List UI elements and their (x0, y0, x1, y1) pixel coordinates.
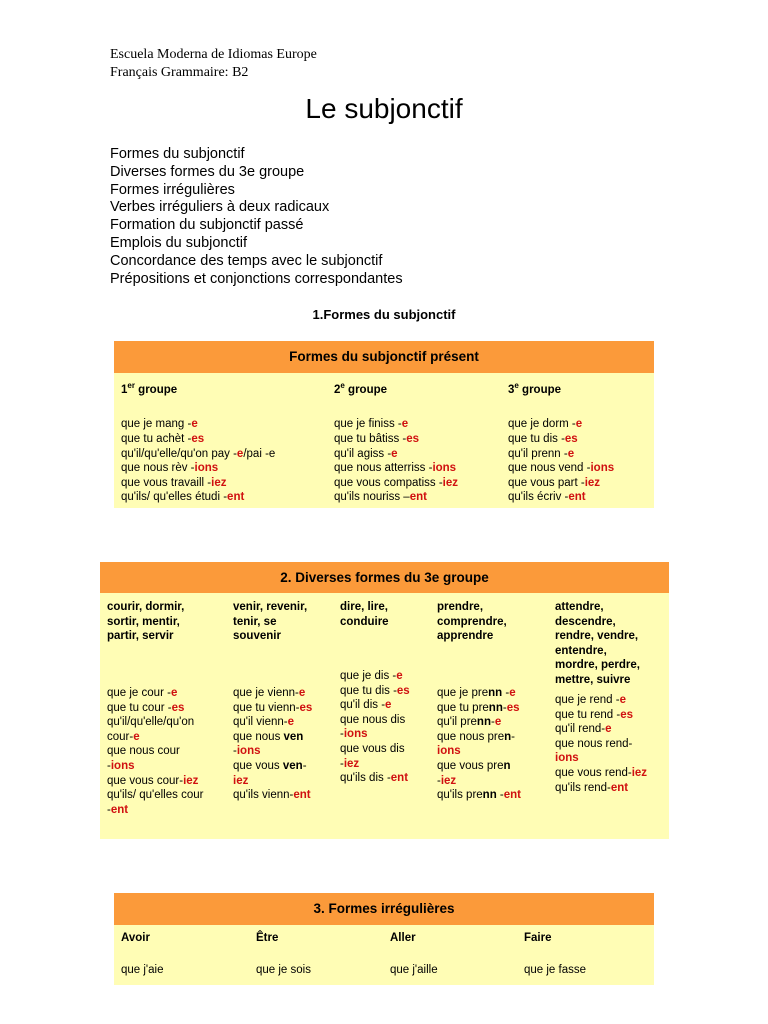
verb-stem: qu'ils écriv - (508, 491, 569, 504)
irregular-table-header: 3. Formes irrégulières (114, 893, 654, 925)
verb-text: que vous cour- (107, 774, 184, 787)
verb-list-line: courir, dormir, (107, 601, 185, 613)
conjugation-line (107, 759, 203, 774)
verb-group-heading (340, 600, 389, 629)
verb-list-line: conduire (340, 615, 389, 628)
ending: e (509, 687, 516, 699)
page-title: Le subjonctif (305, 93, 463, 124)
conjugation-line (107, 701, 203, 716)
conjugation-line (555, 708, 647, 723)
verb-text: - (340, 757, 344, 770)
verb-text: que tu dis - (340, 684, 397, 697)
conjugation-line (340, 698, 410, 713)
verb-heading: Aller (390, 932, 416, 944)
conjugation-line (107, 744, 203, 759)
attendre-column (555, 600, 648, 794)
avoir-column (121, 931, 163, 977)
verb-list-line: mettre, suivre (555, 673, 631, 686)
verb-text: qu'ils vienn- (233, 789, 294, 802)
verb-stem: que je mang - (121, 418, 192, 431)
conjugation-line (437, 774, 521, 789)
ending: ent (110, 803, 129, 816)
ending: es (171, 701, 185, 714)
school-header (110, 46, 317, 82)
courir-column (107, 600, 204, 816)
aller-column (390, 931, 438, 977)
ending: iez (343, 757, 360, 770)
verb-heading: Être (256, 932, 279, 944)
conjugation-line (121, 490, 275, 505)
verb-text: - (107, 803, 111, 816)
verb-text: - (340, 728, 344, 741)
verb-text: qu'il vienn- (233, 716, 288, 729)
verb-text: que nous (233, 730, 284, 743)
verb-text: qu'il rend- (555, 723, 606, 736)
verb-list-line: mordre, perdre, (555, 659, 640, 672)
verb-list-line: comprendre, (437, 615, 507, 628)
conjugation-line (334, 447, 458, 462)
faire-column (524, 931, 586, 977)
ending: ions (110, 759, 135, 772)
conjugation-line (508, 447, 614, 462)
group-ordinal: er (127, 381, 135, 390)
verb-stem: qu'il/qu'elle/qu'on pay - (121, 447, 237, 460)
verb-stem: que nous vend - (508, 462, 591, 475)
stem-change: nn (488, 687, 503, 699)
ending: e (396, 670, 403, 682)
verb-text: - (302, 759, 307, 772)
verb-stem: que vous compatiss - (334, 476, 443, 489)
verb-list-line: dire, lire, (340, 601, 388, 613)
ending: ent (610, 781, 629, 794)
group-heading (121, 379, 275, 397)
verb-stem: qu'il prenn - (508, 447, 568, 460)
prendre-column (437, 600, 522, 802)
verb-text: que nous pre (437, 730, 505, 743)
ending: e (298, 687, 306, 699)
irregular-forms-table (114, 893, 654, 985)
conjugation-line (121, 476, 275, 491)
verb-stem: qu'ils nouriss – (334, 491, 410, 504)
conjugation-line (121, 432, 275, 447)
etre-column (256, 931, 311, 977)
conjugation-line: que j'aille (390, 963, 438, 976)
conjugation-line (508, 461, 614, 476)
verb-stem: qu'il agiss - (334, 447, 392, 460)
verb-text: - (437, 774, 441, 787)
ending: e (133, 730, 140, 743)
ending: ent (409, 491, 427, 504)
table-of-contents (110, 146, 403, 288)
ending: iez (233, 774, 249, 787)
ending: ent (390, 772, 409, 785)
ending: iez (442, 476, 459, 489)
group-label: groupe (134, 383, 178, 396)
dire-column (340, 600, 410, 785)
conjugation-line (233, 686, 312, 701)
verb-stem: que tu achèt - (121, 433, 192, 446)
verb-list-line: descendre, (555, 615, 616, 628)
group3-column (508, 379, 614, 505)
verb-stem: que tu dis - (508, 433, 565, 446)
ending: e (619, 694, 626, 706)
verb-text: que vous dis (340, 742, 405, 755)
verb-text: que nous cour (107, 745, 180, 758)
conjugation-line (555, 722, 647, 737)
ending: ions (432, 462, 457, 475)
ending: ions (194, 462, 219, 475)
conjugation-line (340, 727, 410, 742)
verb-text: que je pre (437, 687, 489, 699)
ending: es (299, 701, 313, 714)
verb-text: - (107, 759, 111, 772)
conjugation-line (334, 476, 458, 491)
verb-text: cour- (107, 730, 134, 743)
present-forms-table-header: Formes du subjonctif présent (114, 341, 654, 373)
verb-text: - (490, 716, 495, 729)
stem-change: ven (282, 759, 303, 772)
conjugation-line (437, 788, 521, 803)
present-forms-table (114, 341, 654, 508)
verb-text: que tu rend - (555, 708, 621, 721)
group-label: groupe (344, 383, 388, 396)
verb-text: qu'il/qu'elle/qu'on (107, 716, 195, 729)
ending: e (236, 447, 244, 460)
verb-text: qu'ils rend- (555, 781, 611, 794)
conjugation-line (340, 742, 410, 757)
verb-stem: que nous rèv - (121, 462, 195, 475)
ending: ent (503, 789, 522, 802)
course-name: Français Grammaire: B2 (110, 65, 249, 80)
stem-change: nn (476, 716, 491, 729)
conjugation-line (437, 730, 521, 745)
verb-group-heading (107, 600, 184, 644)
group-label: groupe (518, 383, 562, 396)
conjugation-line (508, 490, 614, 505)
conjugation-line (107, 686, 203, 701)
ending: e (401, 418, 409, 431)
verb-text: que tu cour - (107, 701, 172, 714)
ending: ions (437, 745, 461, 758)
group-heading (508, 379, 614, 397)
toc-item[interactable]: Prépositions et conjonctions correspondantes (110, 270, 403, 287)
verb-text: que nous dis (340, 713, 406, 726)
group-number: 3 (508, 383, 515, 396)
venir-column (233, 600, 313, 802)
conjugation-line (340, 771, 410, 786)
ending: iez (183, 774, 199, 787)
toc-item[interactable]: Diverses formes du 3e groupe (110, 163, 305, 180)
toc-item[interactable]: Concordance des temps avec le subjonctif (110, 252, 383, 269)
verb-text: - (511, 730, 516, 743)
third-group-forms-table (100, 562, 669, 839)
ending: es (396, 684, 410, 697)
verb-text: que vous rend- (555, 766, 632, 779)
verb-text: qu'ils/ qu'elles cour (107, 789, 204, 802)
verb-text: - (496, 789, 504, 802)
conjugation-line (555, 781, 647, 796)
verb-text: qu'il dis - (340, 699, 386, 712)
ending: ions (343, 728, 368, 741)
verb-text: que je dis - (340, 670, 397, 682)
conjugation-line (334, 490, 458, 505)
verb-list-line: apprendre (437, 630, 494, 643)
verb-list-line: sortir, mentir, (107, 615, 180, 628)
conjugation-line (107, 803, 203, 818)
conjugation-line (121, 447, 275, 462)
conjugation-line: que j'aie (121, 963, 164, 976)
stem-change: n (503, 759, 511, 772)
ending: es (406, 433, 420, 446)
conjugation-line (437, 759, 521, 774)
ending: e (494, 716, 502, 729)
school-name: Escuela Moderna de Idiomas Europe (110, 47, 317, 62)
conjugation-line (340, 669, 410, 684)
conjugation-line (233, 715, 312, 730)
ending: e (391, 447, 398, 460)
conjugation-line (233, 788, 312, 803)
verb-stem: que vous part - (508, 476, 585, 489)
ending: iez (631, 766, 648, 779)
conjugation-line (107, 730, 203, 745)
third-group-table-header: 2. Diverses formes du 3e groupe (100, 562, 669, 593)
conjugation-line (508, 417, 614, 432)
stem-change: nn (482, 789, 497, 802)
verb-text: - (502, 687, 510, 699)
verb-stem: que je dorm - (508, 418, 576, 431)
group-number: 2 (334, 383, 341, 396)
ending: e (575, 418, 583, 431)
toc-item[interactable]: Verbes irréguliers à deux radicaux (110, 199, 330, 216)
verb-group-heading (555, 600, 640, 688)
ending: ions (555, 752, 579, 765)
section1-title: 1.Formes du subjonctif (312, 307, 456, 322)
verb-group-heading (233, 600, 307, 644)
conjugation-line: que je sois (256, 963, 311, 976)
toc-item[interactable]: Formation du subjonctif passé (110, 217, 304, 234)
verb-text: que vous (233, 759, 283, 772)
alt-form: /pai -e (243, 447, 276, 460)
verb-text: que tu pre (437, 701, 489, 714)
verb-stem: que vous travaill - (121, 476, 212, 489)
verb-stem: que je finiss - (334, 418, 402, 431)
conjugation-line (233, 774, 312, 789)
conjugation-line (508, 476, 614, 491)
verb-text: que nous rend- (555, 737, 633, 750)
conjugation-line (334, 417, 458, 432)
ending: iez (211, 476, 227, 489)
conjugation-line (121, 417, 275, 432)
verb-heading: Avoir (121, 932, 150, 944)
conjugation-line (233, 730, 312, 745)
verb-list-line: partir, servir (107, 630, 174, 643)
conjugation-line (107, 715, 203, 730)
conjugation-line: que je fasse (524, 963, 587, 976)
stem-change: n (504, 730, 512, 743)
group1-column (121, 379, 275, 505)
ending: ions (236, 745, 261, 758)
verb-stem: que tu bâtiss - (334, 433, 407, 446)
verb-list-line: venir, revenir, (233, 601, 308, 613)
conjugation-line (508, 432, 614, 447)
verb-heading: Faire (524, 932, 552, 944)
ending: iez (584, 476, 601, 489)
verb-text: que je vienn- (233, 687, 299, 699)
verb-list-line: attendre, (555, 601, 604, 613)
verb-text: qu'il pre (437, 716, 477, 729)
conjugation-line (334, 432, 458, 447)
ending: ions (590, 462, 615, 475)
ending: es (620, 708, 634, 721)
verb-list-line: souvenir (233, 630, 281, 643)
ending: iez (440, 774, 457, 787)
conjugation-line (437, 715, 521, 730)
conjugation-line (555, 737, 647, 752)
verb-text: que je cour - (107, 687, 171, 699)
stem-change: ven (283, 730, 304, 743)
conjugation-line (555, 693, 647, 708)
conjugation-line (555, 751, 647, 766)
verb-text: - (233, 745, 237, 758)
ending: e (170, 687, 178, 699)
conjugation-line (233, 701, 312, 716)
verb-text: qu'ils dis - (340, 772, 391, 785)
verb-text: qu'ils pre (437, 789, 483, 802)
conjugation-line (437, 686, 521, 701)
toc-item[interactable]: Emplois du subjonctif (110, 234, 248, 251)
ending: e (191, 418, 198, 431)
verb-list-line: prendre, (437, 601, 484, 613)
verb-list-line: rendre, vendre, (555, 630, 639, 643)
group-ordinal: e (514, 381, 519, 390)
conjugation-line (340, 684, 410, 699)
conjugation-line (555, 766, 647, 781)
toc-item[interactable]: Formes du subjonctif (110, 146, 245, 162)
conjugation-line (437, 701, 521, 716)
conjugation-line (121, 461, 275, 476)
verb-stem: qu'ils/ qu'elles étudi - (121, 491, 228, 504)
verb-text: que je rend - (555, 694, 620, 706)
group-number: 1 (121, 383, 128, 396)
conjugation-line (340, 757, 410, 772)
ending: e (385, 699, 392, 712)
conjugation-line (233, 759, 312, 774)
conjugation-line (107, 788, 203, 803)
conjugation-line (334, 461, 458, 476)
group2-column (334, 379, 458, 505)
ending: ent (227, 491, 245, 504)
verb-text: - (502, 701, 507, 714)
verb-text: que vous pre (437, 759, 504, 772)
ending: e (605, 723, 612, 736)
verb-list-line: tenir, se (233, 615, 277, 628)
ending: es (191, 433, 205, 446)
stem-change: nn (488, 701, 503, 714)
conjugation-line (340, 713, 410, 728)
ending: es (506, 701, 520, 714)
verb-group-heading (437, 600, 507, 644)
group-heading (334, 379, 458, 397)
group-ordinal: e (340, 381, 345, 390)
verb-text: que tu vienn- (233, 701, 300, 714)
ending: es (564, 433, 578, 446)
verb-stem: que nous atterriss - (334, 462, 433, 475)
conjugation-line (437, 744, 521, 759)
verb-list-line: entendre, (555, 644, 607, 657)
conjugation-line (107, 774, 203, 789)
ending: e (287, 716, 295, 729)
conjugation-line (233, 744, 312, 759)
ending: ent (293, 789, 311, 802)
ending: ent (568, 491, 586, 504)
ending: e (567, 447, 575, 460)
toc-item[interactable]: Formes irrégulières (110, 181, 235, 198)
